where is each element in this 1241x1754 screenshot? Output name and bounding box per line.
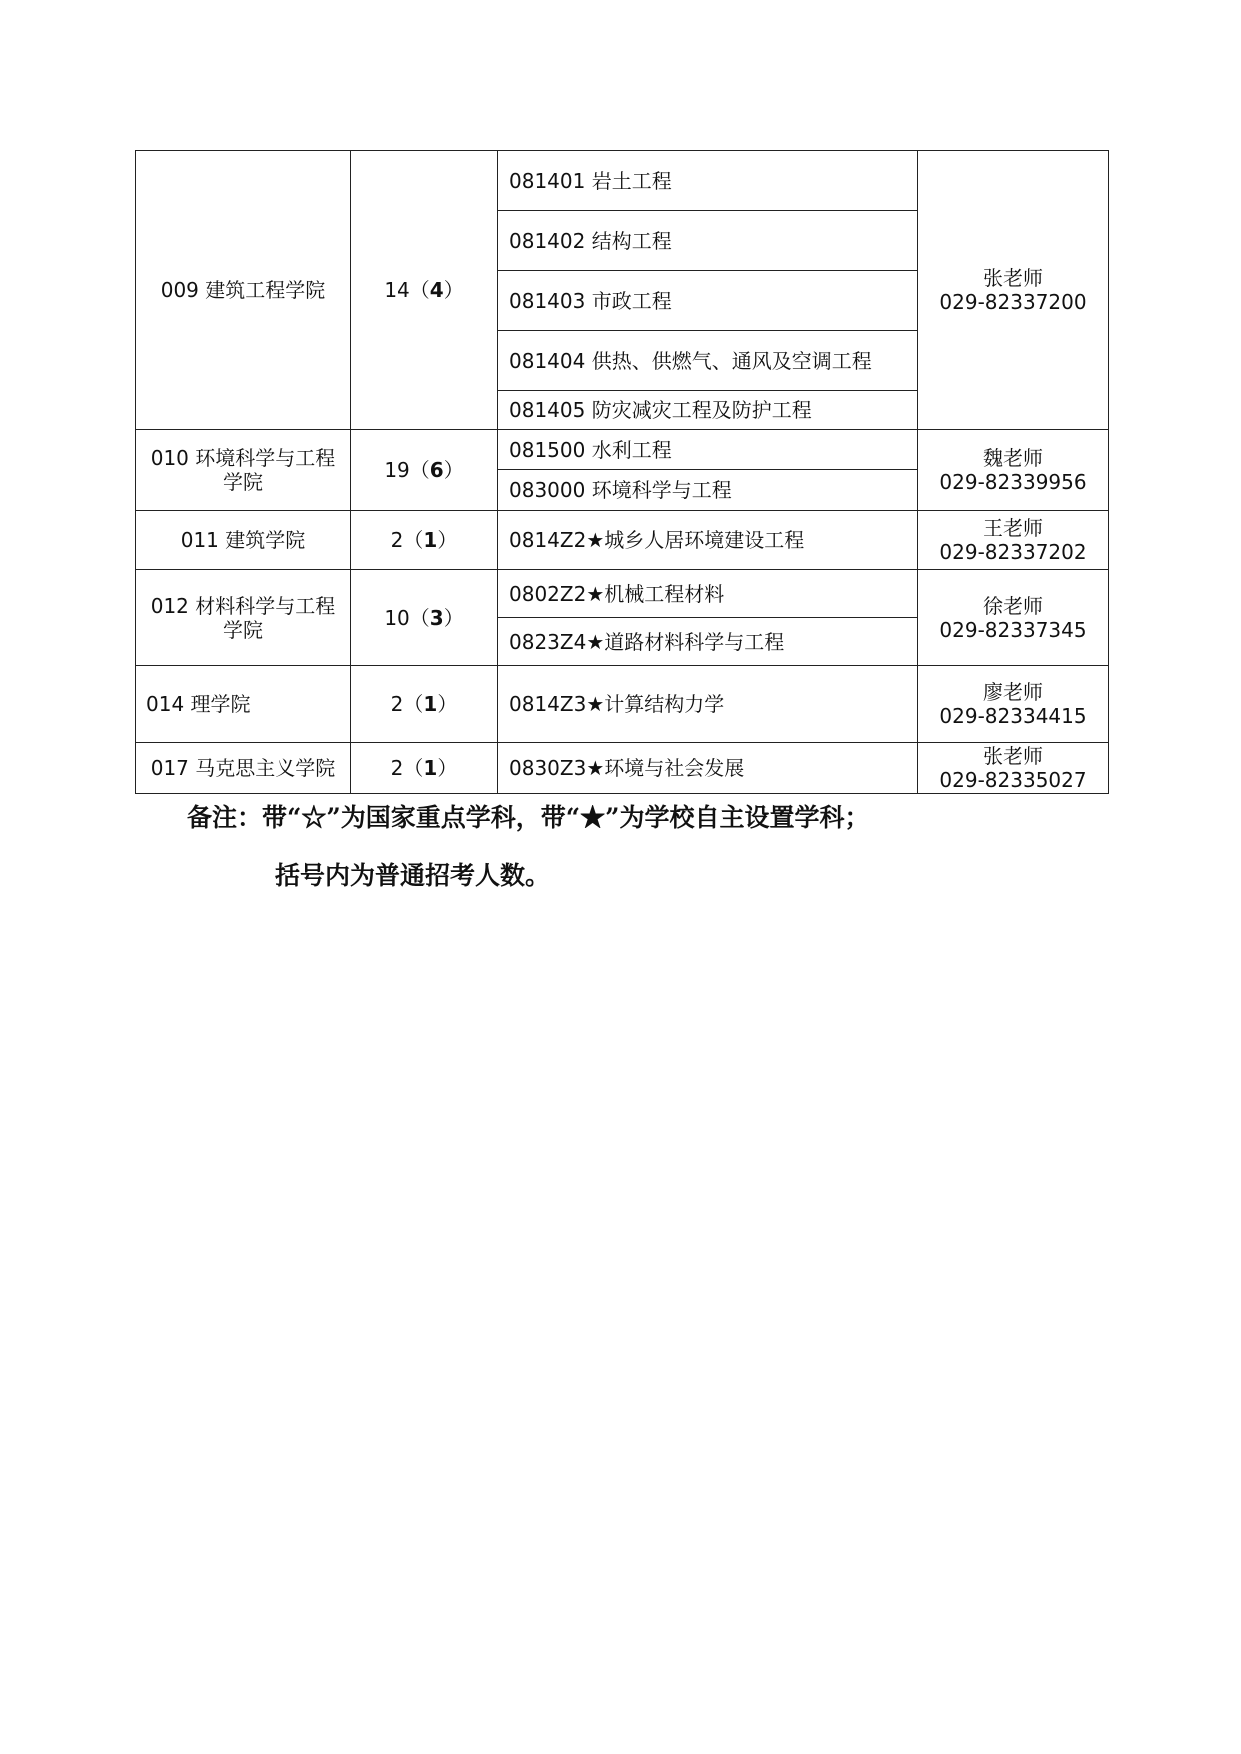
table-row xyxy=(136,151,1109,211)
major-cell: 081402 结构工程 xyxy=(498,211,918,271)
major-cell: 081404 供热、供燃气、通风及空调工程 xyxy=(498,331,918,391)
college-cell: 014 理学院 xyxy=(136,666,351,743)
note-line-1: 备注：带“☆”为国家重点学科，带“★”为学校自主设置学科； xyxy=(187,803,870,832)
quota-cell: 19（6） xyxy=(351,430,498,511)
contact-cell xyxy=(918,666,1109,743)
major-cell: 0823Z4★道路材料科学与工程 xyxy=(498,618,918,666)
college-cell: 017 马克思主义学院 xyxy=(136,743,351,794)
contact-name: 王老师 xyxy=(983,516,1043,540)
contact-cell xyxy=(918,743,1109,794)
major-cell: 0814Z3★计算结构力学 xyxy=(498,666,918,743)
table-row xyxy=(136,570,1109,618)
contact-name: 魏老师 xyxy=(983,446,1043,470)
college-cell: 011 建筑学院 xyxy=(136,511,351,570)
major-cell: 081403 市政工程 xyxy=(498,271,918,331)
contact-name: 徐老师 xyxy=(983,593,1043,618)
contact-phone: 029-82335027 xyxy=(939,768,1087,792)
major-cell: 0802Z2★机械工程材料 xyxy=(498,570,918,618)
major-cell: 0830Z3★环境与社会发展 xyxy=(498,743,918,794)
quota-cell: 14（4） xyxy=(351,151,498,430)
note-line-2: 括号内为普通招考人数。 xyxy=(275,861,551,890)
admissions-table xyxy=(135,150,1109,794)
contact-phone: 029-82334415 xyxy=(939,704,1087,728)
quota-cell: 2（1） xyxy=(351,511,498,570)
college-cell: 010 环境科学与工程学院 xyxy=(136,430,351,511)
contact-cell xyxy=(918,511,1109,570)
contact-phone: 029-82337345 xyxy=(939,617,1087,642)
major-cell: 083000 环境科学与工程 xyxy=(498,470,918,511)
contact-cell xyxy=(918,151,1109,430)
table-row xyxy=(136,666,1109,743)
contact-phone: 029-82337202 xyxy=(939,540,1087,564)
quota-cell: 2（1） xyxy=(351,743,498,794)
contact-name: 廖老师 xyxy=(983,680,1043,704)
quota-cell: 10（3） xyxy=(351,570,498,666)
contact-name: 张老师 xyxy=(983,266,1043,290)
contact-phone: 029-82337200 xyxy=(939,290,1087,314)
college-cell: 012 材料科学与工程学院 xyxy=(136,570,351,666)
table-row xyxy=(136,743,1109,794)
quota-cell: 2（1） xyxy=(351,666,498,743)
table-row xyxy=(136,511,1109,570)
contact-name: 张老师 xyxy=(983,744,1043,768)
major-cell: 081405 防灾减灾工程及防护工程 xyxy=(498,391,918,430)
contact-phone: 029-82339956 xyxy=(939,470,1087,494)
contact-cell xyxy=(918,570,1109,666)
major-cell: 0814Z2★城乡人居环境建设工程 xyxy=(498,511,918,570)
table-row xyxy=(136,430,1109,470)
contact-cell xyxy=(918,430,1109,511)
major-cell: 081500 水利工程 xyxy=(498,430,918,470)
college-cell: 009 建筑工程学院 xyxy=(136,151,351,430)
major-cell: 081401 岩土工程 xyxy=(498,151,918,211)
